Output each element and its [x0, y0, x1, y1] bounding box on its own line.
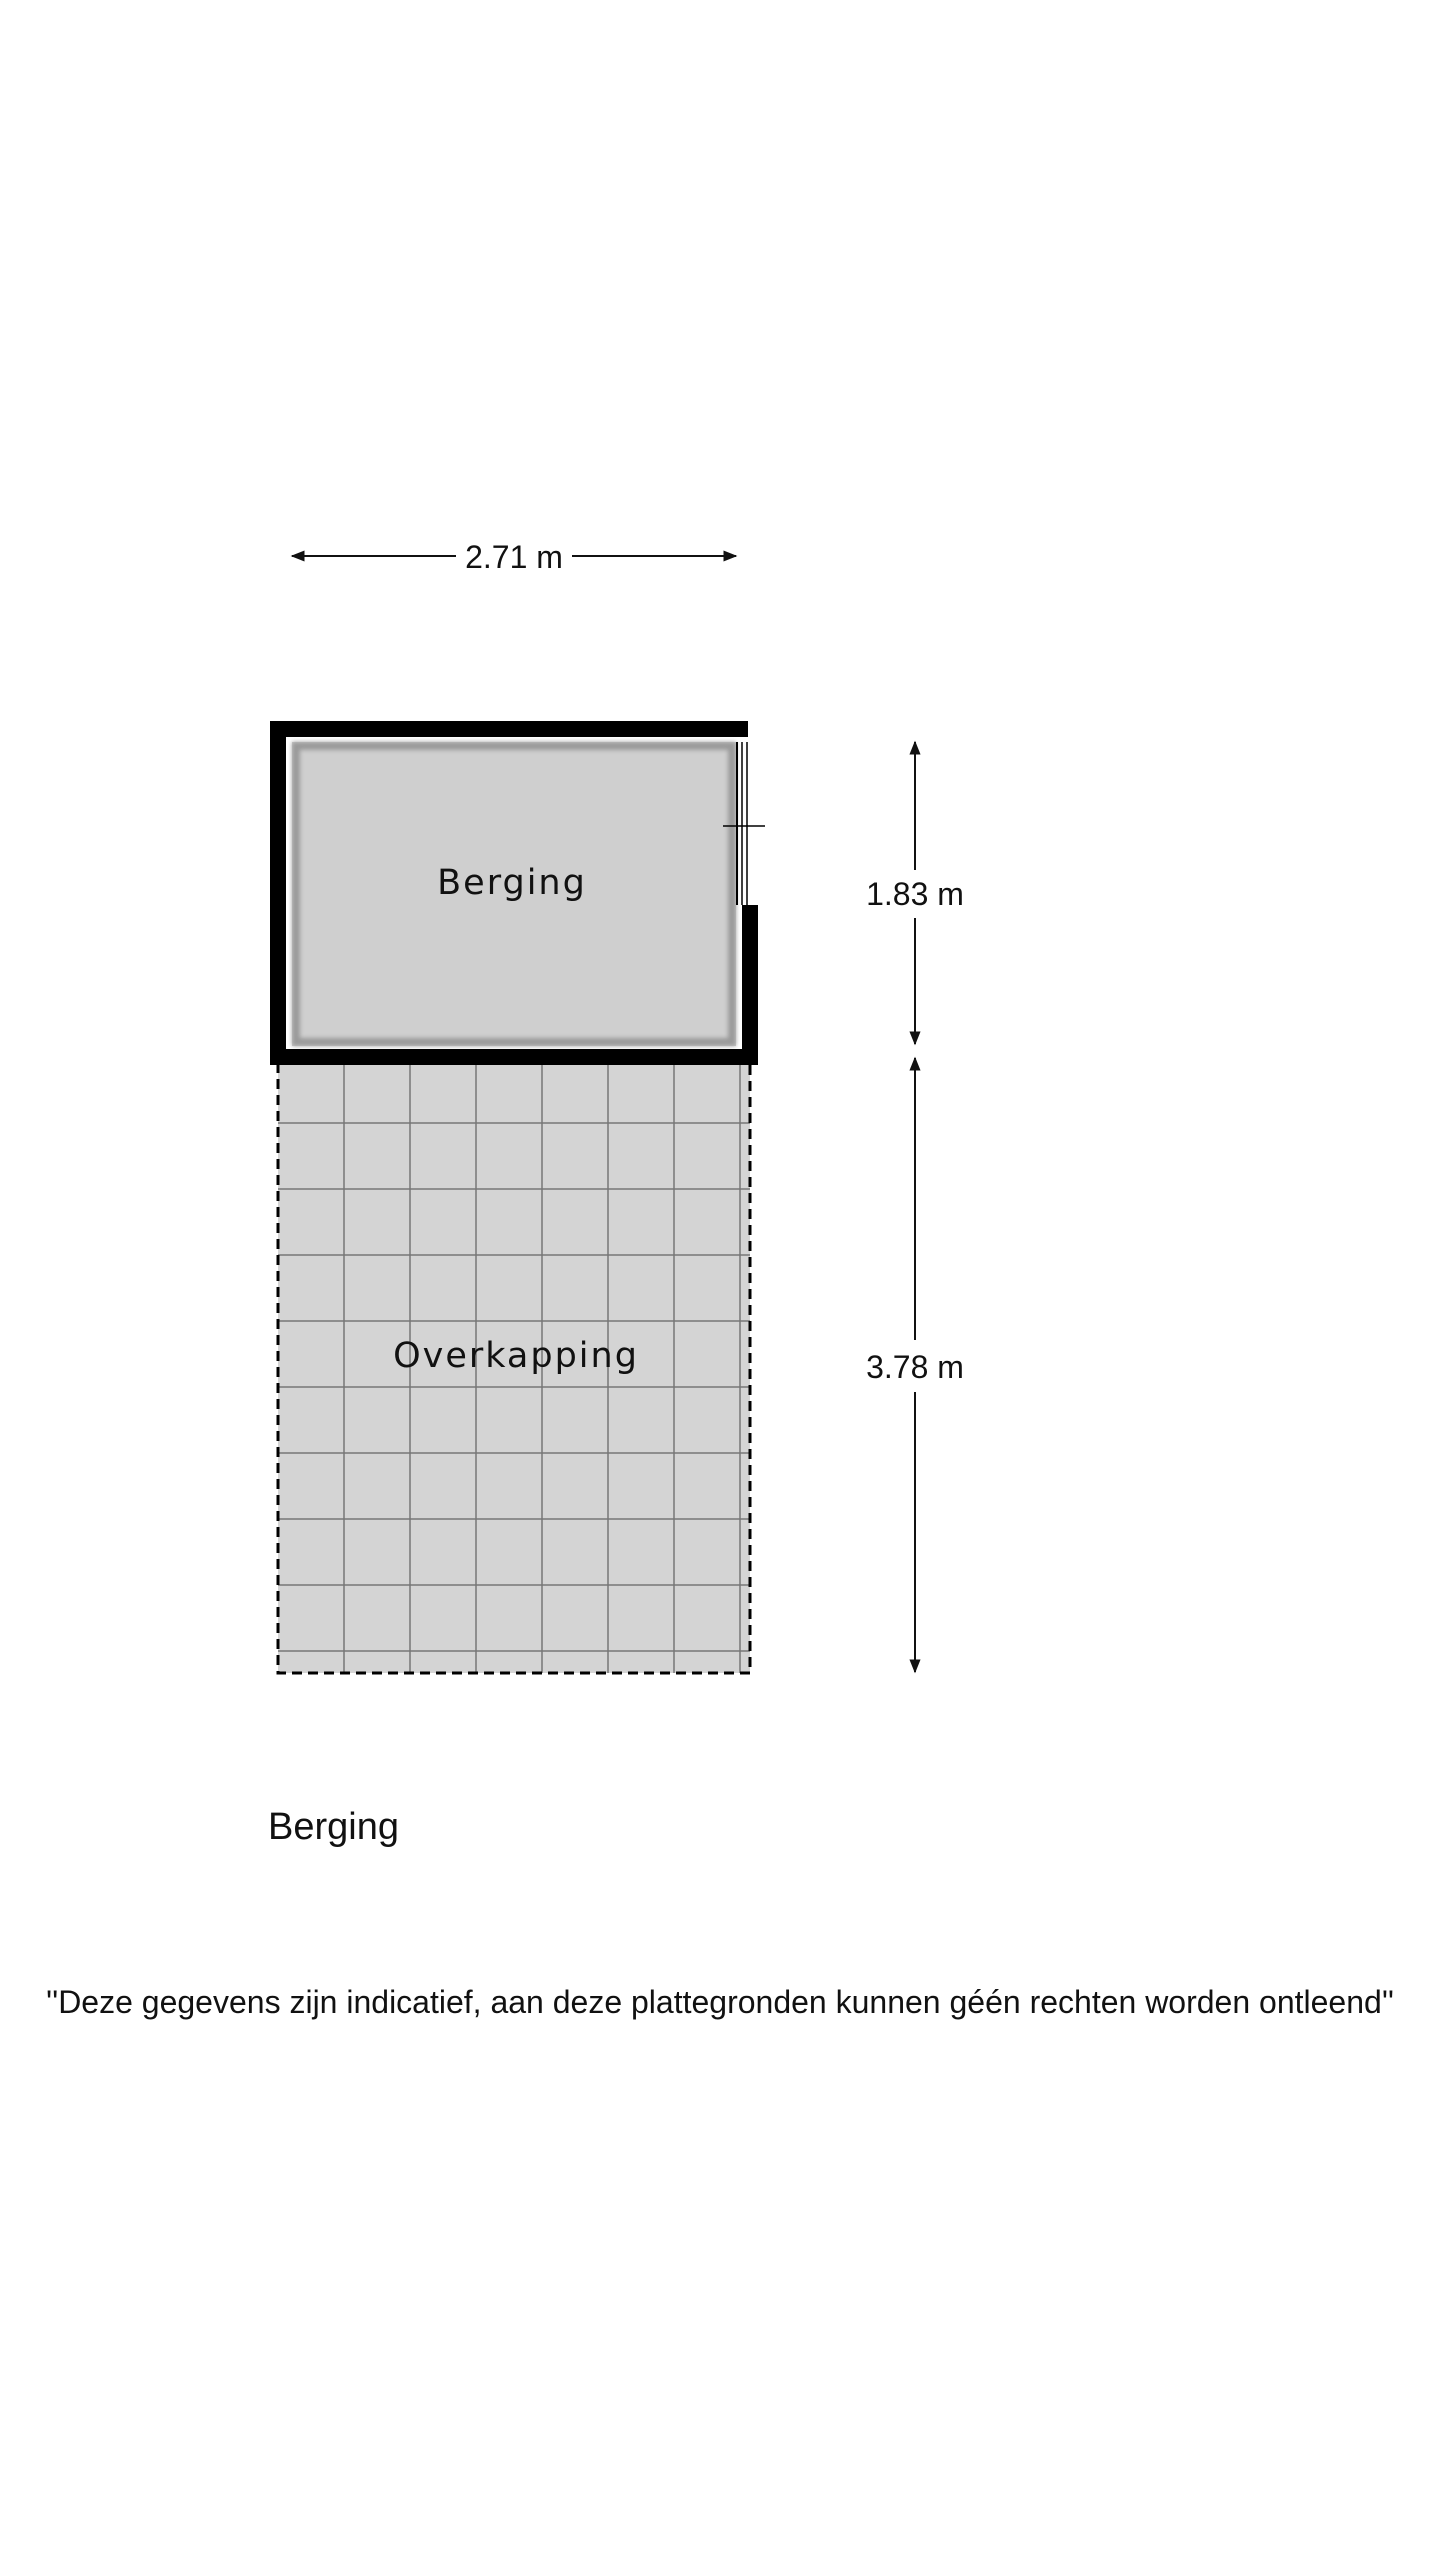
width-dimension-label: 2.71 m	[465, 539, 563, 575]
berging-depth-label: 1.83 m	[866, 876, 964, 912]
floor-caption: Berging	[268, 1806, 399, 1848]
berging-label: Berging	[437, 863, 587, 903]
disclaimer: ''Deze gegevens zijn indicatief, aan deze plattegronden kunnen géén rechten worden ontleend''	[45, 1984, 1395, 2020]
overkapping-depth-label: 3.78 m	[866, 1349, 964, 1385]
overkapping-label: Overkapping	[393, 1336, 639, 1376]
